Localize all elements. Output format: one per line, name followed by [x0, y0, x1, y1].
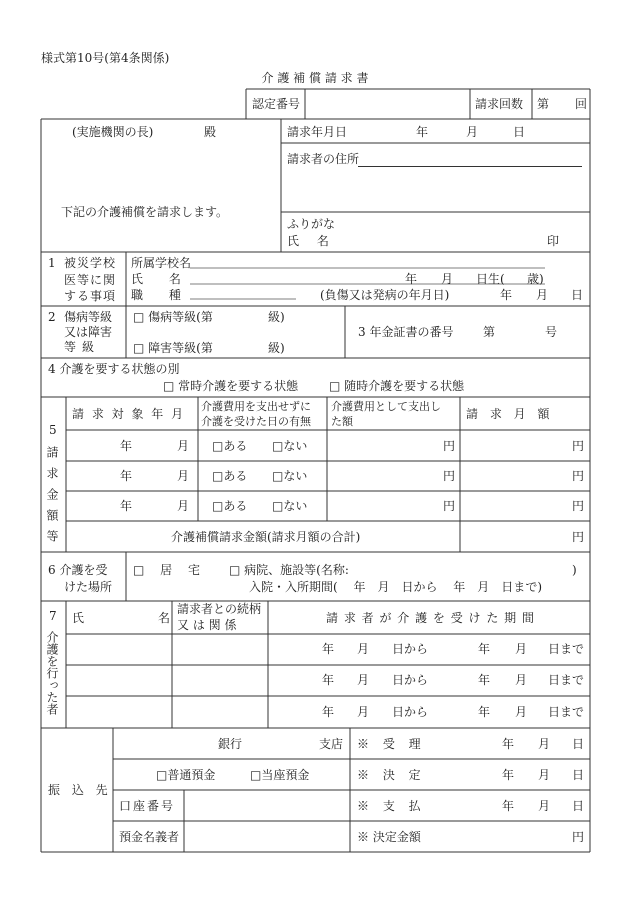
paid-day: 日 [572, 799, 585, 813]
addressee: (実施機関の長) [72, 125, 154, 139]
paid-year: 年 [502, 799, 515, 813]
decided-amount-label: ※ 決定金額 [357, 830, 421, 844]
occasional-care-checkbox[interactable]: □ 随時介護を要する状態 [329, 379, 465, 393]
bank-name-suffix: 銀行 [218, 737, 243, 751]
decided-year: 年 [502, 768, 515, 782]
p1-to-month: 月 [515, 642, 528, 656]
honorific: 殿 [204, 125, 217, 139]
form-number: 様式第10号(第4条関係) [41, 51, 170, 65]
s1-number: 1 [48, 256, 56, 270]
total-label: 介護補償請求金額(請求月額の合計) [171, 530, 361, 544]
s5-col-spent-1: 介護費用として支出し [331, 400, 441, 413]
pension-suffix: 号 [545, 325, 558, 339]
address-label: 請求者の住所 [287, 152, 360, 166]
row3-year: 年 [120, 499, 133, 513]
s2-label-1: 傷病等級 [64, 310, 113, 324]
s6-label-1: 6 介護を受 [48, 563, 108, 577]
job-label: 職 種 [131, 288, 181, 302]
s5-col-month: 請 求 対 象 年 月 [72, 407, 186, 421]
row1-year: 年 [120, 439, 133, 453]
received-label: ※ 受 理 [357, 737, 421, 751]
row2-year: 年 [120, 469, 133, 483]
claim-day: 日 [513, 125, 526, 139]
row2-month: 月 [177, 469, 190, 483]
s1-label-2: 医等に関 [64, 273, 117, 287]
p2-to-year: 年 [478, 673, 491, 687]
row1-no-checkbox[interactable]: □ない [272, 439, 308, 453]
s5-number: 5 [49, 423, 57, 437]
p1-to-year: 年 [478, 642, 491, 656]
p3-from-month: 月 [357, 705, 370, 719]
current-account-checkbox[interactable]: □当座預金 [250, 768, 310, 782]
p3-from-year: 年 [322, 705, 335, 719]
p2-to-day: 日まで [548, 673, 585, 687]
s7-number: 7 [49, 609, 57, 623]
injury-grade-checkbox[interactable]: □ 傷病等級(第 [133, 310, 213, 324]
school-name-label: 所属学校名 [131, 256, 192, 270]
p2-from-day: 日から [392, 673, 429, 687]
s2-number: 2 [48, 310, 56, 324]
p3-to-day: 日まで [548, 705, 585, 719]
address-line[interactable] [358, 166, 582, 167]
constant-care-checkbox[interactable]: □ 常時介護を要する状態 [163, 379, 299, 393]
p1-to-day: 日まで [548, 642, 585, 656]
s5-col-spent-2: た額 [331, 415, 353, 428]
victim-name-label: 氏 名 [131, 272, 181, 286]
disability-grade-checkbox[interactable]: □ 障害等級(第 [133, 341, 213, 355]
row3-spent-yen: 円 [443, 499, 456, 513]
claim-count-prefix: 第 [537, 97, 550, 111]
row1-yes-checkbox[interactable]: □ある [212, 439, 248, 453]
birth-day: 日生( [476, 272, 505, 286]
p1-from-year: 年 [322, 642, 335, 656]
account-number-label: 口座番号 [119, 799, 176, 813]
p1-from-month: 月 [357, 642, 370, 656]
care-period-label: 請 求 者 が 介 護 を 受 け た 期 間 [326, 611, 535, 625]
p1-from-day: 日から [392, 642, 429, 656]
relation-label-1: 請求者との続柄 [177, 602, 262, 616]
injury-year: 年 [500, 288, 513, 302]
decided-day: 日 [572, 768, 585, 782]
paid-label: ※ 支 払 [357, 799, 421, 813]
row3-yes-checkbox[interactable]: □ある [212, 499, 248, 513]
claim-count-suffix: 回 [575, 97, 588, 111]
s2-label-3: 等級 [64, 340, 101, 354]
pension-label: 3 年金証書の番号 [358, 325, 454, 339]
hospital-checkbox[interactable]: □ 病院、施設等(名称: [229, 563, 349, 577]
p2-from-year: 年 [322, 673, 335, 687]
furigana-label: ふりがな [287, 217, 336, 231]
decided-month: 月 [538, 768, 551, 782]
row1-month: 月 [177, 439, 190, 453]
s4-label: 4 介護を要する状態の別 [48, 362, 180, 376]
cert-no-label: 認定番号 [252, 97, 301, 111]
paid-month: 月 [538, 799, 551, 813]
s1-label-3: する事項 [64, 289, 117, 303]
decided-label: ※ 決 定 [357, 768, 421, 782]
s2-label-2: 又は障害 [64, 325, 113, 339]
s5-col-nocost-2: 介護を受けた日の有無 [201, 415, 311, 428]
seal-mark: 印 [547, 234, 560, 248]
p3-from-day: 日から [392, 705, 429, 719]
p2-to-month: 月 [515, 673, 528, 687]
total-yen: 円 [572, 530, 585, 544]
disability-grade-suffix: 級) [268, 341, 285, 355]
s1-label-1: 被災学校 [64, 256, 117, 270]
received-day: 日 [572, 737, 585, 751]
injury-day: 日 [571, 288, 584, 302]
claim-date-label: 請求年月日 [287, 125, 348, 139]
pension-prefix: 第 [483, 325, 496, 339]
decided-amount-yen: 円 [572, 830, 585, 844]
p3-to-month: 月 [515, 705, 528, 719]
stay-period: 入院・入所期間( 年 月 日から 年 月 日まで) [249, 580, 542, 594]
row2-amount-yen: 円 [572, 469, 585, 483]
bank-section-label: 振 込 先 [48, 783, 112, 797]
relation-label-2: 又 は 関 係 [177, 618, 237, 632]
birth-year: 年 [405, 272, 418, 286]
row3-amount-yen: 円 [572, 499, 585, 513]
injury-grade-suffix: 級) [268, 310, 285, 324]
home-checkbox[interactable]: □ 居 宅 [133, 563, 200, 577]
p2-from-month: 月 [357, 673, 370, 687]
claimant-name-label: 氏 名 [287, 234, 329, 248]
row3-month: 月 [177, 499, 190, 513]
claim-month: 月 [466, 125, 479, 139]
claim-year: 年 [416, 125, 429, 139]
age: 歳) [527, 272, 544, 286]
birth-month: 月 [441, 272, 454, 286]
request-text: 下記の介護補償を請求します。 [61, 205, 229, 219]
received-month: 月 [538, 737, 551, 751]
account-holder-label: 預金名義者 [119, 830, 180, 844]
s5-vertical-label: 請求金額等 [45, 446, 59, 551]
s7-vertical-label: 介護を行った者 [45, 631, 59, 715]
row2-spent-yen: 円 [443, 469, 456, 483]
injury-date-label: (負傷又は発病の年月日) [320, 288, 450, 302]
received-year: 年 [502, 737, 515, 751]
claim-count-label: 請求回数 [475, 97, 524, 111]
form-title: 介 護 補 償 請 求 書 [261, 71, 369, 85]
row2-no-checkbox[interactable]: □ない [272, 469, 308, 483]
row1-spent-yen: 円 [443, 439, 456, 453]
caregiver-name-label-2: 名 [158, 611, 171, 625]
row2-yes-checkbox[interactable]: □ある [212, 469, 248, 483]
injury-month: 月 [536, 288, 549, 302]
branch-suffix: 支店 [319, 737, 344, 751]
s5-col-amount: 請 求 月 額 [466, 407, 554, 421]
ordinary-account-checkbox[interactable]: □普通預金 [156, 768, 216, 782]
caregiver-name-label-1: 氏 [72, 611, 85, 625]
s5-col-nocost-1: 介護費用を支出せずに [201, 400, 311, 413]
s6-label-2: けた場所 [64, 580, 113, 594]
hospital-close-paren: ) [572, 563, 577, 577]
row1-amount-yen: 円 [572, 439, 585, 453]
row3-no-checkbox[interactable]: □ない [272, 499, 308, 513]
p3-to-year: 年 [478, 705, 491, 719]
